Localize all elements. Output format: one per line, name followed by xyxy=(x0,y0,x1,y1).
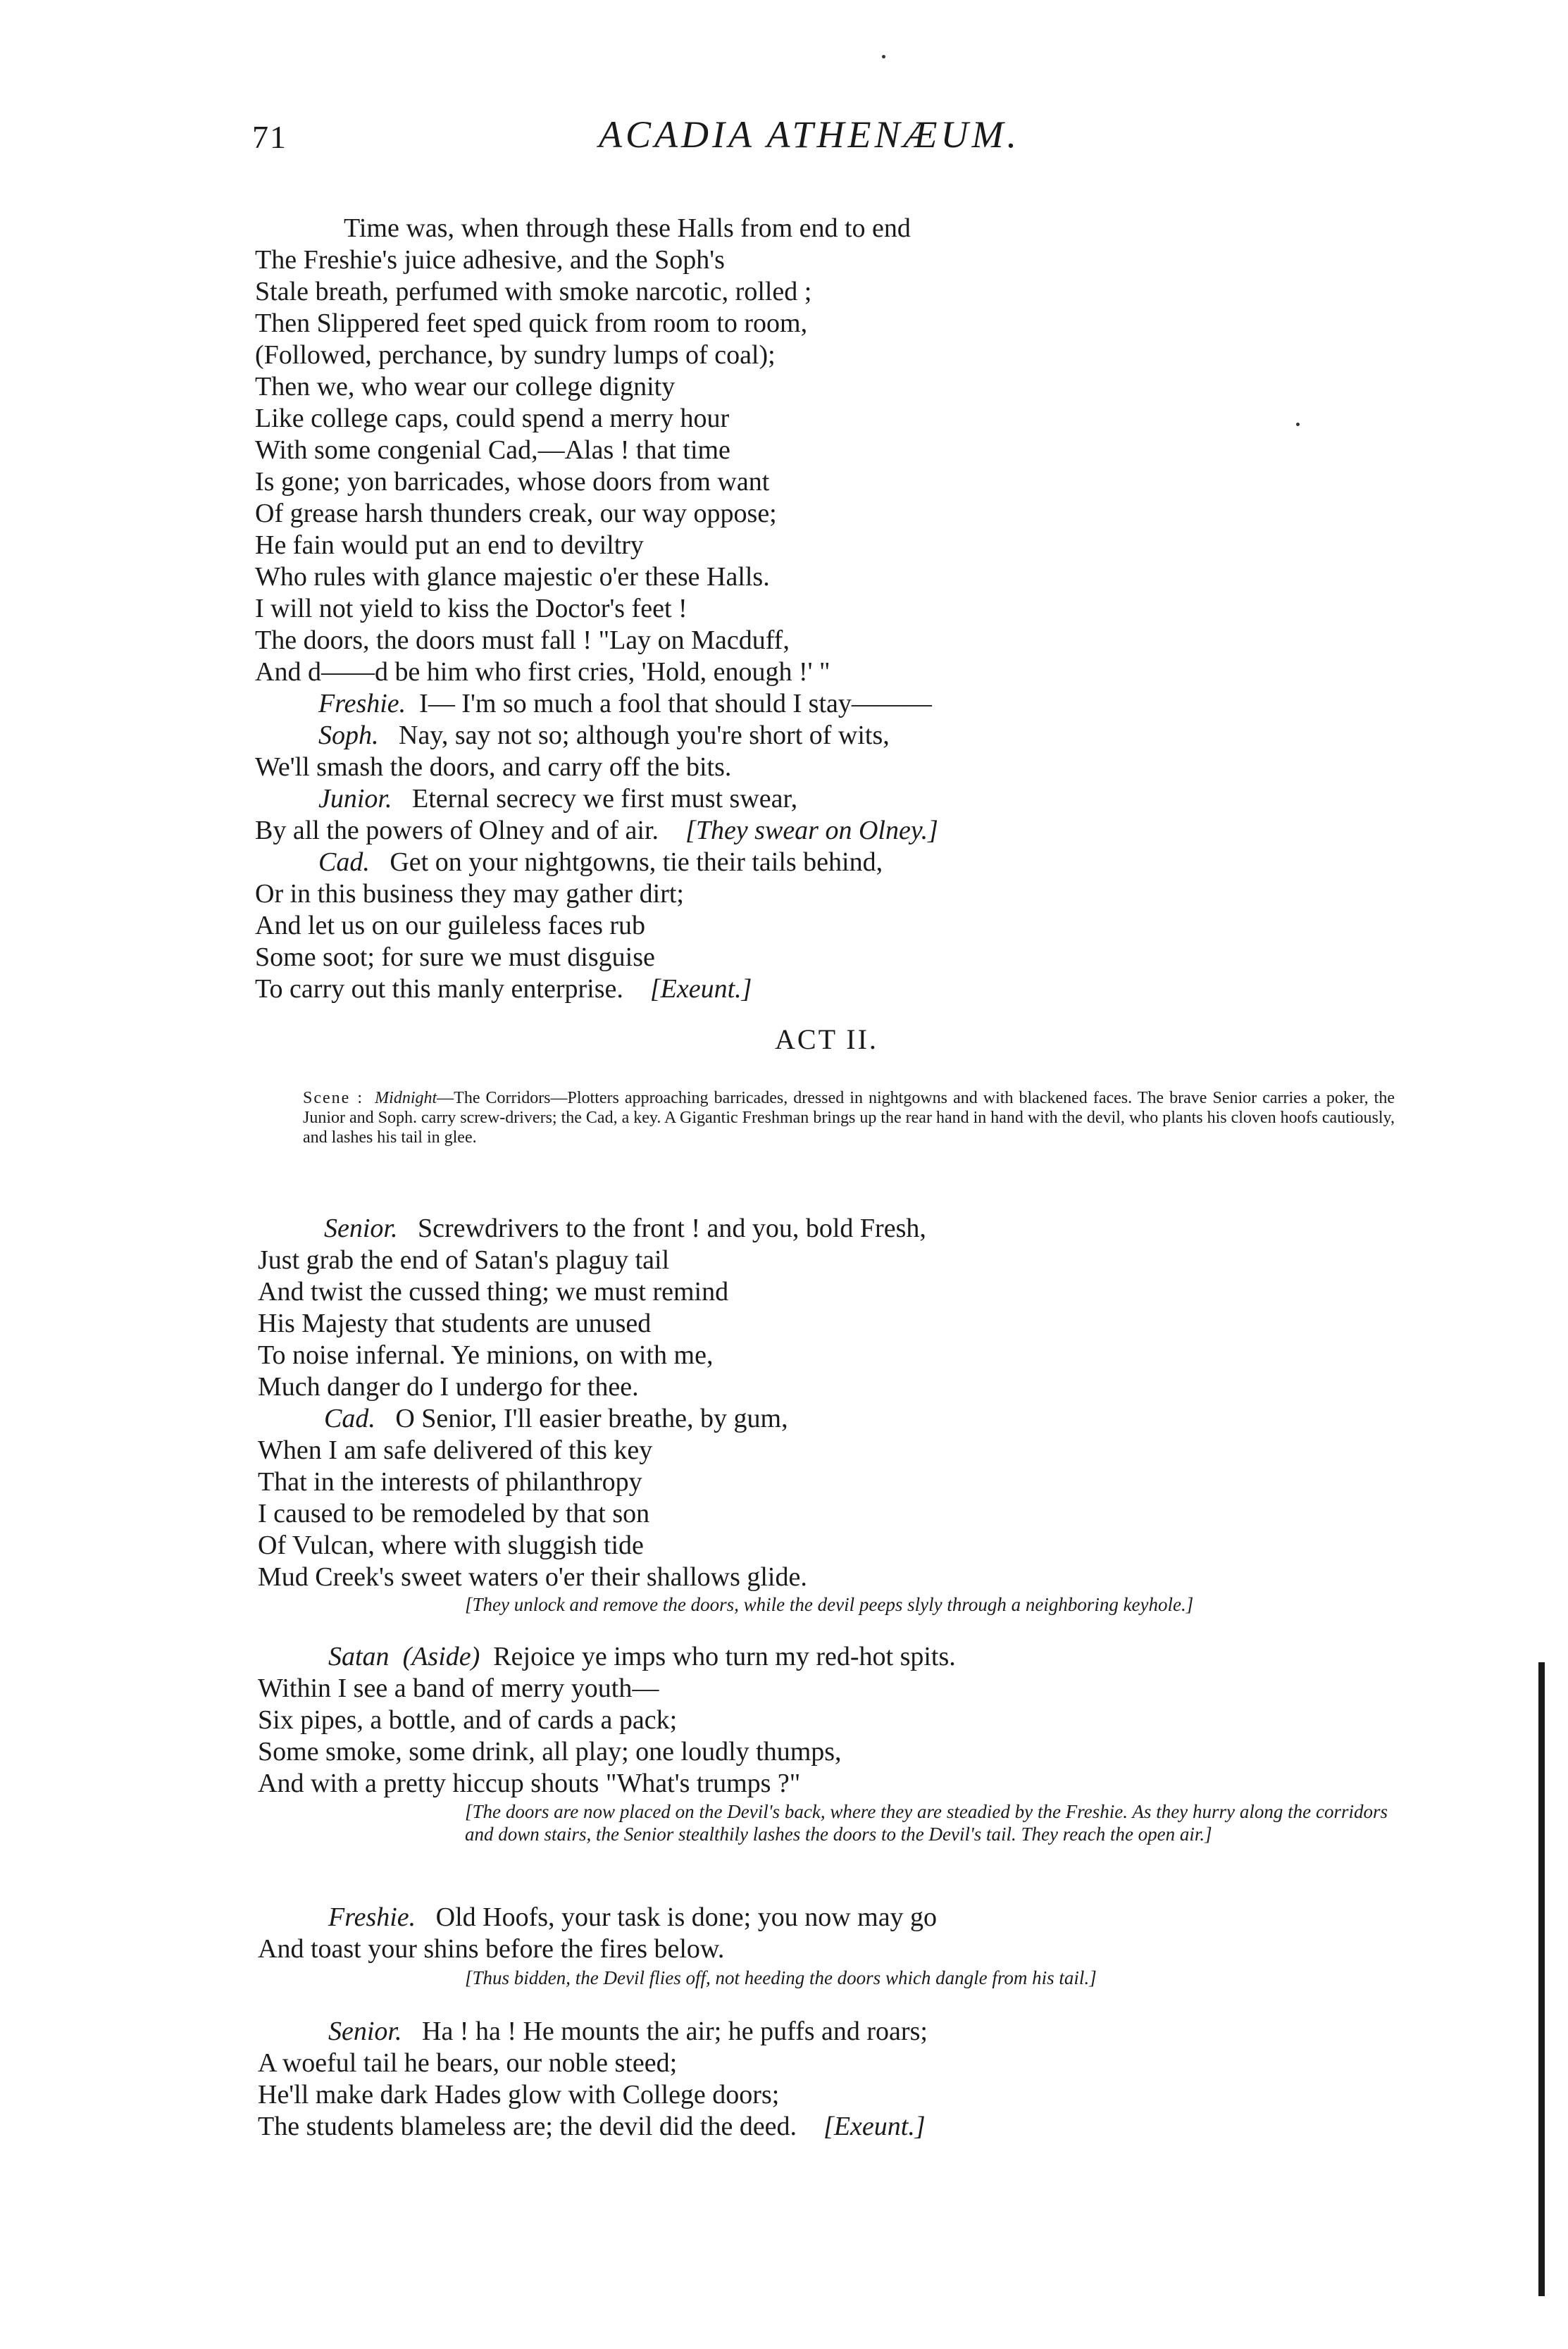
dialogue-line xyxy=(324,1403,788,1434)
dialogue-line xyxy=(318,720,890,751)
aside-marker: (Aside) xyxy=(402,1642,480,1671)
dialogue-line: Six pipes, a bottle, and of cards a pack; xyxy=(258,1705,678,1735)
dialogue-text: Eternal secrecy we first must swear, xyxy=(412,784,798,814)
speaker-name: Junior. xyxy=(318,784,392,814)
dialogue-line xyxy=(255,815,938,846)
verse-line: He fain would put an end to deviltry xyxy=(255,530,644,560)
verse-line: Like college caps, could spend a merry hour xyxy=(255,404,730,433)
stage-direction: [The doors are now placed on the Devil's back, where they are steadied by the Freshie. As they hurry along the corridors and down stairs, the Senior stealthily lashes the doors to the Devil's tail. They reach the open air.] xyxy=(465,1801,1388,1845)
act-heading: ACT II. xyxy=(775,1023,878,1055)
stage-direction: [They swear on Olney.] xyxy=(685,816,938,845)
speaker-name: Cad. xyxy=(324,1404,375,1433)
dialogue-line: We'll smash the doors, and carry off the bits. xyxy=(255,752,732,782)
dialogue-text: O Senior, I'll easier breathe, by gum, xyxy=(395,1404,788,1433)
dialogue-line xyxy=(324,1213,926,1244)
dialogue-line: I caused to be remodeled by that son xyxy=(258,1499,650,1528)
verse-line: Then Slippered feet sped quick from room to room, xyxy=(255,309,808,338)
dialogue-text: To carry out this manly enterprise. xyxy=(255,974,623,1004)
dialogue-line: Of Vulcan, where with sluggish tide xyxy=(258,1531,644,1560)
speaker-name: Senior. xyxy=(324,1214,398,1243)
dialogue-line: Just grab the end of Satan's plaguy tail xyxy=(258,1245,670,1275)
dialogue-text: Ha ! ha ! He mounts the air; he puffs and roars; xyxy=(422,2017,928,2046)
dialogue-text: Get on your nightgowns, tie their tails behind, xyxy=(390,847,883,877)
dialogue-line xyxy=(318,688,932,719)
scene-description xyxy=(303,1088,1395,1147)
dialogue-text: Old Hoofs, your task is done; you now may go xyxy=(435,1902,938,1932)
dialogue-line: Or in this business they may gather dirt; xyxy=(255,879,684,909)
dialogue-line: And with a pretty hiccup shouts "What's trumps ?" xyxy=(258,1769,801,1798)
speaker-name: Soph. xyxy=(318,721,379,750)
dialogue-line: He'll make dark Hades glow with College doors; xyxy=(258,2080,780,2110)
speaker-name: Freshie. xyxy=(328,1902,416,1932)
stage-direction: [Exeunt.] xyxy=(649,974,752,1004)
scene-setting: Midnight xyxy=(375,1089,437,1107)
dialogue-line xyxy=(328,1641,956,1672)
speaker-name: Freshie. xyxy=(318,689,406,718)
dialogue-text: By all the powers of Olney and of air. xyxy=(255,816,659,845)
stage-direction: [Exeunt.] xyxy=(823,2112,926,2141)
dialogue-line xyxy=(328,1902,937,1933)
verse-line: Stale breath, perfumed with smoke narcotic, rolled ; xyxy=(255,277,812,306)
dialogue-line: Mud Creek's sweet waters o'er their shallows glide. xyxy=(258,1562,807,1592)
speaker-name: Senior. xyxy=(328,2017,402,2046)
scene-label: Scene : xyxy=(303,1089,364,1107)
dialogue-line: A woeful tail he bears, our noble steed; xyxy=(258,2048,678,2078)
dialogue-text: I— I'm so much a fool that should I stay——— xyxy=(419,689,932,718)
dialogue-line: Within I see a band of merry youth— xyxy=(258,1674,659,1703)
scene-text: —The Corridors—Plotters approaching barricades, dressed in nightgowns and with blackened faces. The brave Senior carries a poker, the Junior and Soph. carry screw-drivers; the Cad, a key. A Gigantic Freshman brings up the rear hand in hand with the devil, who plants his cloven hoofs cautiously, and lashes his tail in glee. xyxy=(303,1089,1395,1147)
verse-line: Who rules with glance majestic o'er these Halls. xyxy=(255,562,770,592)
dialogue-line xyxy=(328,2016,928,2047)
verse-line: The Freshie's juice adhesive, and the Soph's xyxy=(255,245,725,275)
speaker-name: Satan xyxy=(328,1642,390,1671)
verse-line: With some congenial Cad,—Alas ! that time xyxy=(255,435,730,465)
dialogue-line xyxy=(258,2111,926,2142)
dialogue-line: To noise infernal. Ye minions, on with me, xyxy=(258,1340,714,1370)
dialogue-text: Rejoice ye imps who turn my red-hot spits. xyxy=(493,1642,956,1671)
dialogue-line: And toast your shins before the fires below. xyxy=(258,1934,725,1964)
dialogue-line: And let us on our guileless faces rub xyxy=(255,911,646,940)
running-title: ACADIA ATHENÆUM. xyxy=(599,113,1021,156)
verse-line: Then we, who wear our college dignity xyxy=(255,372,676,401)
speaker-name: Cad. xyxy=(318,847,370,877)
dialogue-line: Much danger do I undergo for thee. xyxy=(258,1372,639,1402)
verse-line: The doors, the doors must fall ! "Lay on Macduff, xyxy=(255,625,790,655)
dialogue-line xyxy=(318,783,797,814)
dialogue-line xyxy=(255,973,752,1004)
verse-line: And d——d be him who first cries, 'Hold, enough !' " xyxy=(255,657,830,687)
dialogue-line: And twist the cussed thing; we must remind xyxy=(258,1277,729,1307)
verse-line: Of grease harsh thunders creak, our way oppose; xyxy=(255,499,777,528)
dialogue-line: That in the interests of philanthropy xyxy=(258,1467,642,1497)
verse-line: (Followed, perchance, by sundry lumps of coal); xyxy=(255,340,776,370)
dialogue-line: Some soot; for sure we must disguise xyxy=(255,942,655,972)
verse-line: Time was, when through these Halls from end to end xyxy=(344,213,911,243)
stage-direction: [They unlock and remove the doors, while the devil peeps slyly through a neighboring keyhole.] xyxy=(465,1594,1194,1615)
dialogue-text: Nay, say not so; although you're short of wits, xyxy=(399,721,890,750)
dialogue-line: His Majesty that students are unused xyxy=(258,1309,652,1338)
verse-line: I will not yield to kiss the Doctor's feet ! xyxy=(255,594,687,623)
dialogue-text: The students blameless are; the devil did the deed. xyxy=(258,2112,797,2141)
dialogue-text: Screwdrivers to the front ! and you, bold Fresh, xyxy=(418,1214,926,1243)
dialogue-line: Some smoke, some drink, all play; one loudly thumps, xyxy=(258,1737,842,1767)
verse-line: Is gone; yon barricades, whose doors from want xyxy=(255,467,770,497)
page-number: 71 xyxy=(252,119,287,155)
dialogue-line: When I am safe delivered of this key xyxy=(258,1435,653,1465)
stage-direction: [Thus bidden, the Devil flies off, not heeding the doors which dangle from his tail.] xyxy=(465,1967,1097,1988)
dialogue-line xyxy=(318,847,883,878)
